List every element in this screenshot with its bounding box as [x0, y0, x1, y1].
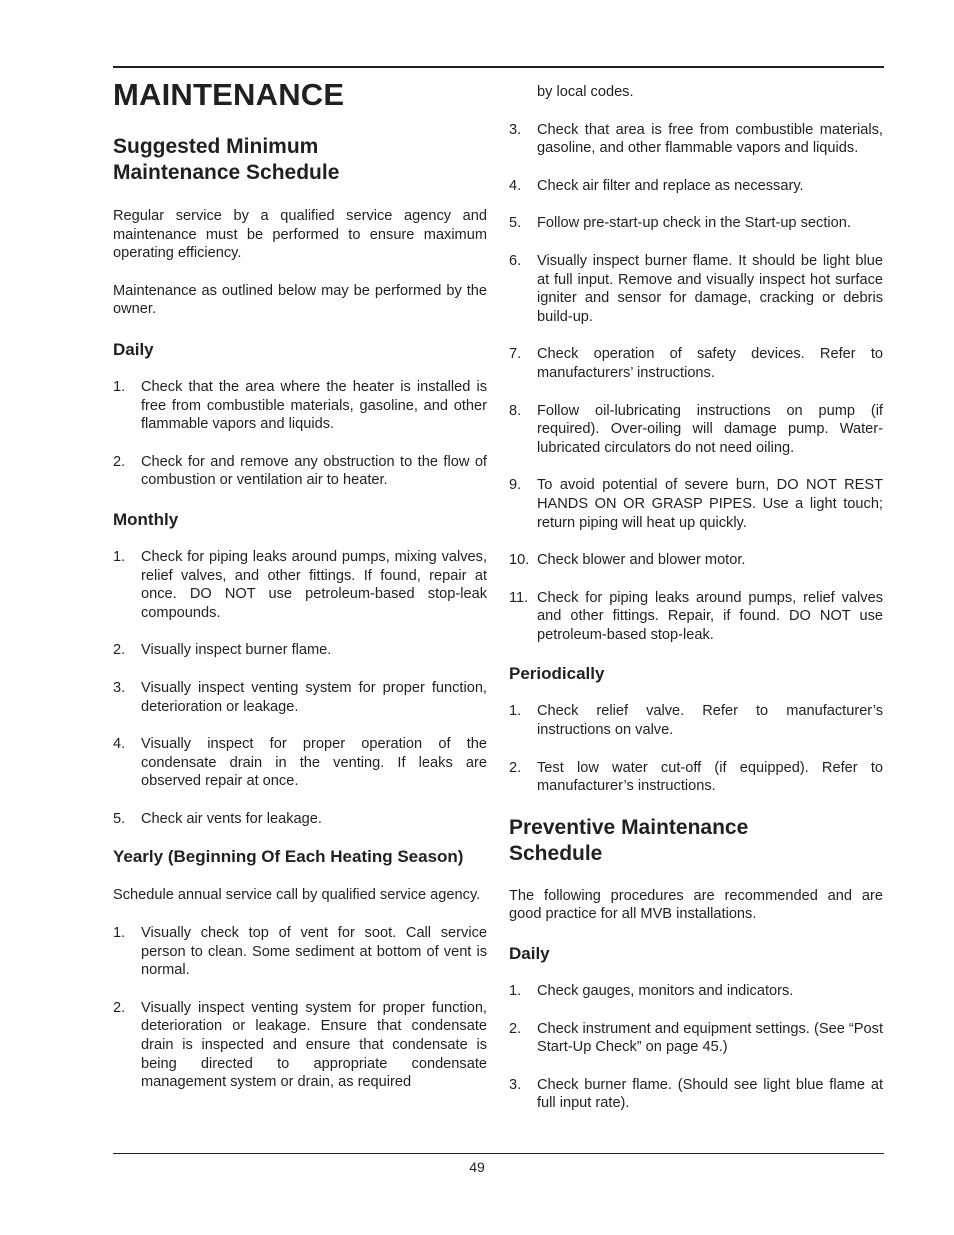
- list-item: 9. To avoid potential of severe burn, DO NOT REST HANDS ON OR GRASP PIPES. Use a light touch; return piping will heat up quickly.: [509, 477, 883, 531]
- heading-preventive-schedule: Preventive Maintenance Schedule: [509, 815, 749, 865]
- intro-paragraph-2: Maintenance as outlined below may be performed by the owner.: [113, 282, 487, 318]
- list-item: 10. Check blower and blower motor.: [509, 552, 746, 569]
- list-item: 5. Check air vents for leakage.: [113, 810, 322, 827]
- list-item: 4. Check air filter and replace as necessary.: [509, 177, 804, 194]
- daily-list: [113, 378, 487, 490]
- intro-paragraph-1: Regular service by a qualified service agency and maintenance must be performed to ensure maximum operating efficiency.: [113, 208, 487, 262]
- heading-yearly: Yearly (Beginning Of Each Heating Season): [113, 847, 464, 867]
- yearly-list: [113, 924, 487, 1092]
- heading-suggested-schedule: Suggested Minimum Maintenance Schedule: [113, 135, 340, 184]
- list-item: 3. Check burner flame. (Should see light blue flame at full input rate).: [509, 1076, 883, 1112]
- page-number: 49: [469, 1159, 485, 1175]
- heading-preventive-daily: Daily: [509, 944, 550, 964]
- list-item: 2. Test low water cut-off (if equipped). Refer to manufacturer’s instructions.: [509, 759, 883, 795]
- heading-daily: Daily: [113, 339, 154, 359]
- list-item: 3. Visually inspect venting system for proper function, deterioration or leakage.: [113, 679, 487, 715]
- list-item: 2. Check for and remove any obstruction to the flow of combustion or ventilation air to heater.: [113, 453, 487, 489]
- bottom-rule: [113, 1153, 884, 1154]
- heading-monthly: Monthly: [113, 509, 179, 529]
- right-column: [509, 76, 883, 1113]
- list-item: 1. Check gauges, monitors and indicators.: [509, 983, 794, 1000]
- yearly-intro: Schedule annual service call by qualified service agency.: [113, 887, 481, 904]
- list-item: 7. Check operation of safety devices. Refer to manufacturers’ instructions.: [509, 346, 883, 381]
- list-item: 2. Check instrument and equipment settings. (See “Post Start-Up Check” on page 45.): [509, 1020, 883, 1056]
- list-item: 8. Follow oil-lubricating instructions on pump (if required). Over-oiling will damage pump. Water-lubricated circulators do not need oiling.: [509, 402, 883, 456]
- left-column: [113, 76, 487, 1092]
- list-item: 4. Visually inspect for proper operation of the condensate drain in the venting. If leaks are observed repair at once.: [113, 736, 487, 790]
- list-item: 11. Check for piping leaks around pumps, relief valves and other fittings. Repair, if found. DO NOT use petroleum-based stop-leak.: [509, 589, 883, 643]
- heading-periodically: Periodically: [509, 664, 605, 684]
- preventive-daily-list: [509, 982, 883, 1113]
- page-title: MAINTENANCE: [113, 77, 345, 112]
- list-item: 2. Visually inspect venting system for proper function, deterioration or leakage. Ensure that condensate drain is inspected and ensure that condensate is being directed to appropriate condensate management system or drain, as required: [113, 999, 487, 1091]
- preventive-intro: The following procedures are recommended and are good practice for all MVB installations.: [509, 887, 883, 923]
- list-item: 1. Check that the area where the heater is installed is free from combustible materials, gasoline, and other flammable vapors and liquids.: [113, 378, 487, 433]
- monthly-list: [113, 548, 487, 829]
- list-item: 1. Visually check top of vent for soot. Call service person to clean. Some sediment at bottom of vent is normal.: [113, 925, 487, 979]
- yearly-continuation: by local codes.: [537, 84, 634, 100]
- list-item: 1. Check for piping leaks around pumps, mixing valves, relief valves, and other fittings. If found, repair at once. DO NOT use petroleum-based stop-leak compounds.: [113, 548, 487, 621]
- list-item: 6. Visually inspect burner flame. It should be light blue at full input. Remove and visually inspect hot surface igniter and sensor for damage, cracking or debris build-up.: [509, 252, 883, 325]
- yearly-list-continued: [509, 121, 883, 645]
- top-rule: [113, 66, 884, 68]
- periodically-list: [509, 702, 883, 795]
- list-item: 5. Follow pre-start-up check in the Start-up section.: [509, 215, 851, 232]
- list-item: 1. Check relief valve. Refer to manufacturer’s instructions on valve.: [509, 703, 883, 739]
- list-item: 3. Check that area is free from combustible materials, gasoline, and other flammable vapors and liquids.: [509, 121, 883, 157]
- list-item: 2. Visually inspect burner flame.: [113, 642, 332, 659]
